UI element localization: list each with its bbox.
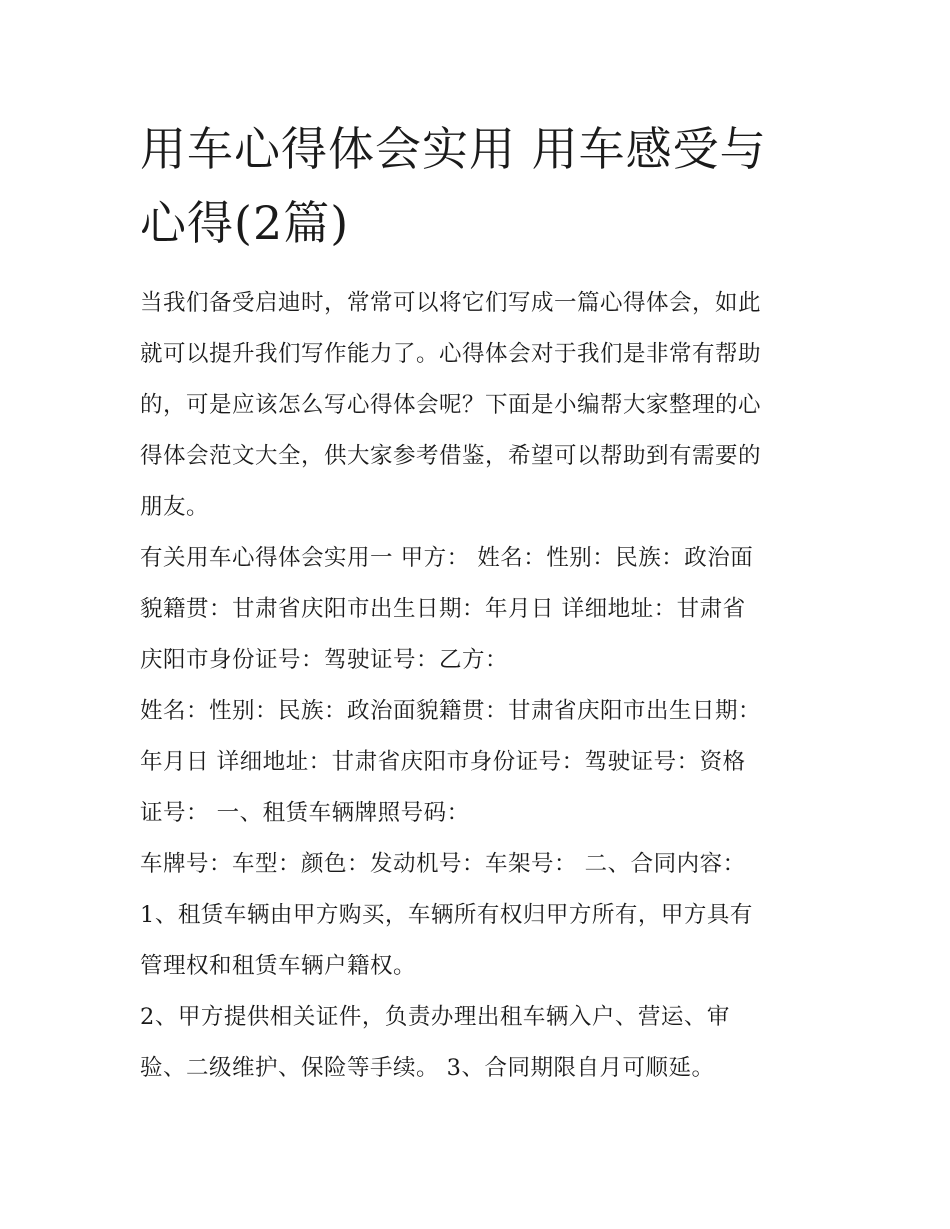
paragraph-clause-2 [140,992,820,1094]
text-line: 验、二级维护、保险等手续。 3、合同期限自月可顺延。 [140,1055,715,1081]
text-line: 庆阳市身份证号：驾驶证号：乙方： [140,647,509,673]
text-line: 有关用车心得体会实用一 甲方： 姓名：性别：民族：政治面 [140,545,754,571]
text-line: 车牌号：车型：颜色：发动机号：车架号： 二、合同内容： [140,851,746,877]
paragraph-vehicle-info [140,839,820,890]
text-line: 2、甲方提供相关证件，负责办理出租车辆入户、营运、审 [140,1004,730,1030]
text-line: 证号： 一、租赁车辆牌照号码： [140,800,470,826]
text-line: 管理权和租赁车辆户籍权。 [140,953,417,979]
paragraph-intro [140,278,820,533]
title-line: 用车心得体会实用 用车感受与 [140,122,767,176]
text-line: 貌籍贯：甘肃省庆阳市出生日期：年月日 详细地址：甘肃省 [140,596,746,622]
text-line: 得体会范文大全，供大家参考借鉴，希望可以帮助到有需要的 [140,443,762,469]
paragraph-party-a [140,533,820,686]
document-title [140,112,820,260]
text-line: 姓名：性别：民族：政治面貌籍贯：甘肃省庆阳市出生日期： [140,698,762,724]
title-line: 心得(2篇) [140,196,350,250]
text-line: 就可以提升我们写作能力了。心得体会对于我们是非常有帮助 [140,341,762,367]
document-body [140,278,820,1094]
text-line: 的，可是应该怎么写心得体会呢？下面是小编帮大家整理的心 [140,392,762,418]
paragraph-clause-1 [140,890,820,992]
text-line: 朋友。 [140,494,210,520]
paragraph-party-b [140,686,820,839]
text-line: 当我们备受启迪时，常常可以将它们写成一篇心得体会，如此 [140,290,762,316]
document-page [140,112,820,1094]
text-line: 1、租赁车辆由甲方购买，车辆所有权归甲方所有，甲方具有 [140,902,753,928]
text-line: 年月日 详细地址：甘肃省庆阳市身份证号：驾驶证号：资格 [140,749,746,775]
